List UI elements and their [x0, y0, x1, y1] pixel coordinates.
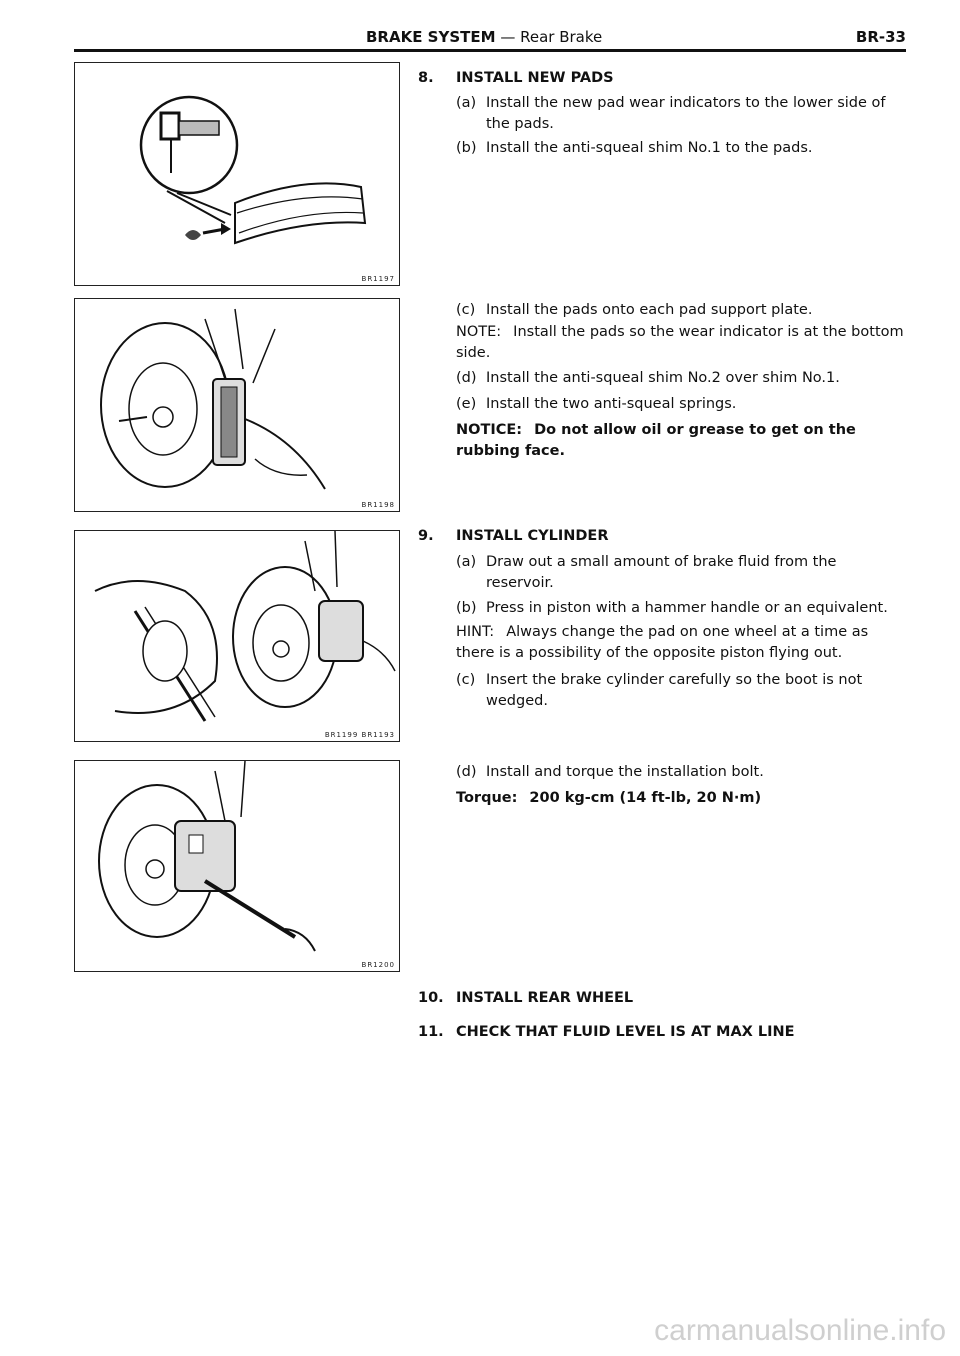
step-9d: (d) Install and torque the installation bolt.	[456, 764, 764, 780]
step-8c: (c) Install the pads onto each pad support plate.	[456, 302, 813, 318]
step-number: 11.	[418, 1024, 444, 1040]
figure-code: BR1197	[361, 275, 395, 283]
piston-press-and-cylinder-illustration	[75, 531, 399, 741]
figure-code: BR1200	[361, 961, 395, 969]
figure-torque-bolt	[74, 760, 400, 972]
step-number: 8.	[418, 70, 434, 86]
brake-pad-wear-indicator-illustration	[75, 63, 399, 285]
figure-install-cylinder	[74, 530, 400, 742]
step-9a: (a) Draw out a small amount of brake fluid from the reservoir.	[456, 554, 837, 591]
page-header	[74, 24, 906, 50]
step-8d: (d) Install the anti-squeal shim No.2 over shim No.1.	[456, 370, 840, 386]
figure-code: BR1198	[361, 501, 395, 509]
step-8e: (e) Install the two anti-squeal springs.	[456, 396, 737, 412]
page-number: BR-33	[855, 28, 906, 46]
step-10-heading	[418, 988, 908, 1009]
step-title: INSTALL REAR WHEEL	[456, 990, 634, 1006]
step-8b: (b) Install the anti-squeal shim No.1 to the pads.	[456, 140, 813, 156]
step-8-notice: NOTICE: Do not allow oil or grease to get on the rubbing face.	[456, 422, 856, 459]
step-title: INSTALL CYLINDER	[456, 528, 609, 544]
step-title: CHECK THAT FLUID LEVEL IS AT MAX LINE	[456, 1024, 795, 1040]
step-title: INSTALL NEW PADS	[456, 70, 614, 86]
step-9-heading	[418, 526, 908, 547]
step-9-hint: HINT: Always change the pad on one wheel at a time as there is a possibility of the opposite piston flying out.	[456, 624, 869, 661]
figure-pad-wear-indicator	[74, 62, 400, 286]
page-title: BRAKE SYSTEM — Rear Brake	[366, 28, 603, 46]
step-8-note: NOTE: Install the pads so the wear indicator is at the bottom side.	[456, 324, 904, 361]
figure-code: BR1199 BR1193	[324, 731, 395, 739]
step-number: 9.	[418, 528, 434, 544]
step-8a: (a) Install the new pad wear indicators to the lower side of the pads.	[456, 95, 886, 132]
watermark: carmanualsonline.info	[654, 1314, 946, 1347]
step-8-heading	[418, 68, 908, 89]
step-11-heading	[418, 1022, 908, 1043]
step-9c: (c) Insert the brake cylinder carefully so the boot is not wedged.	[456, 672, 863, 709]
step-number: 10.	[418, 990, 444, 1006]
step-9b: (b) Press in piston with a hammer handle or an equivalent.	[456, 600, 888, 616]
pad-on-support-plate-illustration	[75, 299, 399, 511]
figure-pad-support-plate	[74, 298, 400, 512]
step-9-torque: Torque: 200 kg-cm (14 ft-lb, 20 N·m)	[456, 790, 762, 806]
header-rule	[74, 49, 906, 52]
torque-installation-bolt-illustration	[75, 761, 399, 971]
